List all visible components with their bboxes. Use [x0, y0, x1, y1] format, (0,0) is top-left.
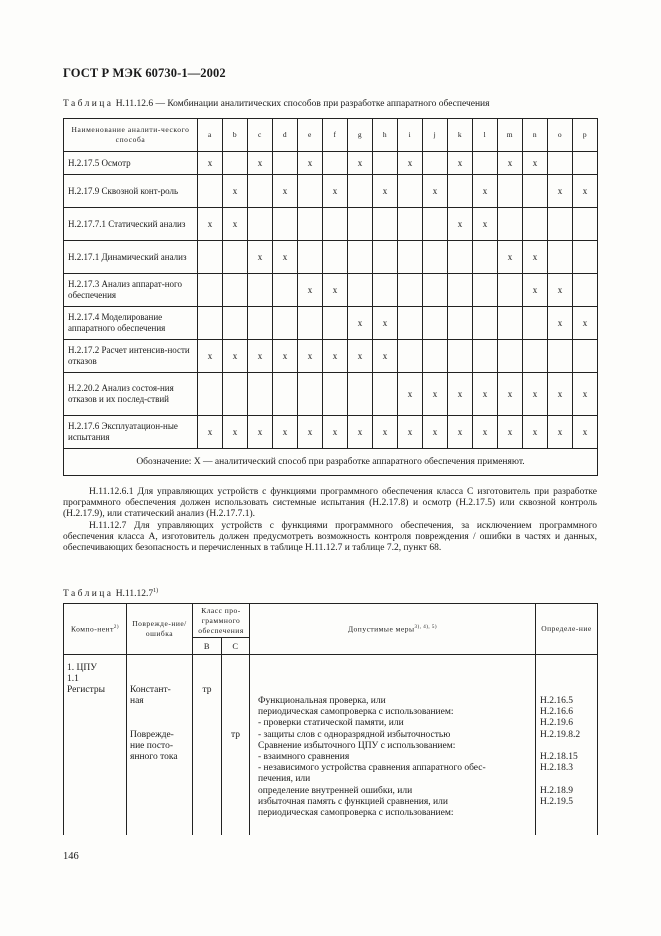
measure-line: - проверки статической памяти, или — [258, 718, 404, 729]
table2-header-component: Компо-нент$^{2)}$ — [64, 604, 127, 655]
table1-mark-cell: x — [298, 274, 323, 307]
component-lines — [64, 655, 126, 697]
paragraph-h-11-12-7: H.11.12.7 Для управляющих устройств с функциями программного обеспечения, за исключением программного обеспечения класса А, изготовитель должен предусмотреть возможность контроля повреждения / ошибки в частях и данных, обеспечивающих безопасность и перечисленных в таблице H.11.12.7 и таблице 7.2, пункт 68. — [63, 520, 597, 554]
table1-row — [64, 175, 598, 208]
table1 — [63, 118, 598, 476]
table1-col-header: h — [373, 119, 398, 152]
table1-row-name: H.2.17.9 Сквозной конт-роль — [64, 175, 198, 208]
table1-col-header: k — [448, 119, 473, 152]
table1-mark-cell — [548, 208, 573, 241]
table1-mark-cell: x — [298, 416, 323, 449]
table1-mark-cell: x — [323, 274, 348, 307]
table1-mark-cell: x — [473, 208, 498, 241]
measure-line: периодическая самопроверка с использованием: — [258, 707, 454, 718]
table1-mark-cell — [423, 241, 448, 274]
table1-mark-cell — [448, 175, 473, 208]
document-header: ГОСТ Р МЭК 60730-1—2002 — [63, 66, 226, 80]
table1-mark-cell — [373, 274, 398, 307]
table1-mark-cell — [223, 241, 248, 274]
table1-mark-cell — [573, 241, 598, 274]
table2-cell-measures — [250, 655, 536, 835]
table1-mark-cell: x — [548, 373, 573, 416]
table1-mark-cell: x — [498, 416, 523, 449]
measure-line: печения, или — [258, 774, 311, 785]
table1-mark-cell — [348, 241, 373, 274]
table1-mark-cell — [223, 373, 248, 416]
table1-mark-cell — [198, 307, 223, 340]
definition-lines — [536, 655, 597, 819]
fault-constant — [130, 685, 190, 707]
fault-line: ная — [130, 696, 144, 707]
table1-mark-cell — [473, 241, 498, 274]
table1-row-name: H.2.17.2 Расчет интенсив-ности отказов — [64, 340, 198, 373]
table1-mark-cell: x — [248, 340, 273, 373]
table1-mark-cell — [298, 175, 323, 208]
table1-mark-cell — [273, 373, 298, 416]
table2-header-class: Класс про-граммного обеспечения — [193, 604, 250, 638]
table1-mark-cell — [398, 175, 423, 208]
table1-mark-cell: x — [373, 175, 398, 208]
table1-mark-cell: x — [223, 340, 248, 373]
table1-mark-cell: x — [548, 274, 573, 307]
table2-cell-class-b — [193, 655, 222, 835]
table1-mark-cell: x — [348, 340, 373, 373]
table1-row — [64, 373, 598, 416]
table1-mark-cell — [248, 175, 273, 208]
table1-mark-cell: x — [323, 416, 348, 449]
class-b-value: тр — [202, 685, 212, 695]
table1-mark-cell — [398, 241, 423, 274]
table1-mark-cell: x — [323, 340, 348, 373]
table1-row-name: H.2.17.7.1 Статический анализ — [64, 208, 198, 241]
table1-mark-cell — [448, 241, 473, 274]
table1-mark-cell: x — [198, 152, 223, 175]
table1-mark-cell — [423, 307, 448, 340]
page-number: 146 — [63, 851, 79, 862]
table1-row-header: Наименование аналити-ческого способа — [64, 119, 198, 152]
definition-line — [540, 774, 595, 785]
table1-mark-cell — [448, 307, 473, 340]
table1-mark-cell — [273, 307, 298, 340]
table1-col-header: g — [348, 119, 373, 152]
class-c-value: тр — [230, 730, 241, 740]
table1-mark-cell: x — [473, 416, 498, 449]
table1-mark-cell: x — [448, 208, 473, 241]
table1-col-header: j — [423, 119, 448, 152]
table1-mark-cell: x — [248, 241, 273, 274]
table1-mark-cell — [473, 307, 498, 340]
table1-mark-cell — [473, 152, 498, 175]
table2-caption-text: H.11.12.7 — [115, 589, 154, 600]
table1-mark-cell — [323, 373, 348, 416]
component-line: Регистры — [67, 685, 105, 696]
table1-header-row — [64, 119, 598, 152]
paragraph-h-11-12-6-1: H.11.12.6.1 Для управляющих устройств с функциями программного обеспечения класса С изготовитель при разработке программного обеспечения должен использовать системные испытания (H.2.17.8) и осмотр (H.2.17.5) или сквозной контроль (H.2.17.9), или статический анализ (H.2.17.7.1). — [63, 487, 597, 520]
measure-line: определение внутренней ошибки, или — [258, 785, 413, 796]
table1-mark-cell: x — [523, 416, 548, 449]
table1-mark-cell — [523, 208, 548, 241]
table2 — [63, 603, 598, 835]
measures-lines — [250, 655, 535, 819]
table1-mark-cell — [448, 340, 473, 373]
table1-mark-cell — [348, 208, 373, 241]
table2-caption — [63, 588, 158, 599]
table1-mark-cell: x — [248, 152, 273, 175]
table1-mark-cell — [198, 373, 223, 416]
definition-line: H.2.18.15 — [540, 751, 578, 762]
fault-line: ние посто- — [130, 740, 173, 751]
table1-mark-cell: x — [398, 416, 423, 449]
table1-col-header: e — [298, 119, 323, 152]
definition-line: H.2.18.9 — [540, 785, 573, 796]
table1-mark-cell — [373, 152, 398, 175]
table2-header-measures: Допустимые меры$^{3), 4), 5)}$ — [250, 604, 536, 655]
table1-mark-cell — [223, 307, 248, 340]
definition-line: H.2.19.5 — [540, 796, 573, 807]
table1-mark-cell — [473, 274, 498, 307]
table2-cell-definitions — [536, 655, 598, 835]
table1-mark-cell — [298, 208, 323, 241]
table1-mark-cell: x — [273, 175, 298, 208]
fault-line: Поврежде- — [130, 729, 174, 740]
table1-row — [64, 340, 598, 373]
table1-mark-cell: x — [498, 373, 523, 416]
table1-caption-text: H.11.12.6 — Комбинации аналитических способов при разработке аппаратного обеспечения — [115, 99, 490, 109]
table1-mark-cell: x — [523, 152, 548, 175]
table1-mark-cell — [348, 175, 373, 208]
table1-mark-cell — [423, 274, 448, 307]
table1-mark-cell: x — [523, 274, 548, 307]
table1-row-name: H.2.20.2 Анализ состоя-ния отказов и их послед-ствий — [64, 373, 198, 416]
table1-mark-cell — [273, 152, 298, 175]
table1-mark-cell: x — [498, 241, 523, 274]
table1-mark-cell: x — [273, 340, 298, 373]
table1-row-name: H.2.17.1 Динамический анализ — [64, 241, 198, 274]
table1-mark-cell: x — [523, 241, 548, 274]
table1-row — [64, 208, 598, 241]
table1-note: Обозначение: X — аналитический способ при разработке аппаратного обеспечения применяют. — [64, 449, 598, 476]
table1-mark-cell — [223, 274, 248, 307]
table1-caption-word: Таблица — [63, 99, 114, 109]
table2-header-class-c: C — [222, 638, 250, 655]
table1-mark-cell: x — [423, 175, 448, 208]
measure-line: периодическая самопроверка с использованием: — [258, 807, 454, 818]
definition-line: H.2.16.5 — [540, 696, 573, 706]
table1-mark-cell: x — [448, 373, 473, 416]
measure-line: - независимого устройства сравнения аппаратного обес- — [258, 763, 486, 774]
table1-row-name: H.2.17.3 Анализ аппарат-ного обеспечения — [64, 274, 198, 307]
table1-note-row — [64, 449, 598, 476]
table1-mark-cell: x — [548, 175, 573, 208]
table1-mark-cell: x — [373, 340, 398, 373]
table1-mark-cell — [498, 274, 523, 307]
table1-mark-cell: x — [223, 208, 248, 241]
table1-mark-cell: x — [198, 208, 223, 241]
table1-mark-cell: x — [298, 152, 323, 175]
table1-row-name: H.2.17.4 Моделирование аппаратного обеспечения — [64, 307, 198, 340]
definition-line: H.2.19.6 — [540, 718, 573, 729]
body-text — [63, 487, 597, 554]
table1-mark-cell: x — [498, 152, 523, 175]
table1-mark-cell: x — [423, 416, 448, 449]
table1-mark-cell — [248, 274, 273, 307]
table1-mark-cell: x — [573, 416, 598, 449]
table1-mark-cell — [523, 175, 548, 208]
table1-mark-cell: x — [198, 416, 223, 449]
table1-mark-cell — [473, 340, 498, 373]
table1-mark-cell: x — [373, 416, 398, 449]
measure-line: - защиты слов с одноразрядной избыточностью — [258, 729, 451, 740]
table1-mark-cell — [298, 241, 323, 274]
table1-mark-cell: x — [573, 175, 598, 208]
table1-mark-cell: x — [298, 340, 323, 373]
table1-mark-cell — [573, 340, 598, 373]
table1-mark-cell: x — [348, 152, 373, 175]
table1-mark-cell — [248, 208, 273, 241]
table1-mark-cell — [298, 373, 323, 416]
table1-mark-cell — [573, 152, 598, 175]
table2-caption-word: Таблица — [63, 589, 114, 600]
definition-line — [540, 741, 595, 752]
table1-mark-cell — [523, 307, 548, 340]
table1-col-header: f — [323, 119, 348, 152]
table1-row — [64, 307, 598, 340]
table1-mark-cell — [498, 208, 523, 241]
table1-mark-cell — [198, 175, 223, 208]
table1-mark-cell: x — [573, 307, 598, 340]
table1-col-header: l — [473, 119, 498, 152]
table1-mark-cell: x — [373, 307, 398, 340]
table1-mark-cell: x — [548, 307, 573, 340]
table1-mark-cell: x — [398, 373, 423, 416]
table2-cell-component — [64, 655, 127, 835]
table1-mark-cell — [248, 307, 273, 340]
table1-row — [64, 241, 598, 274]
table1-mark-cell — [348, 373, 373, 416]
table1-mark-cell — [198, 274, 223, 307]
table1-mark-cell — [373, 241, 398, 274]
table1-mark-cell: x — [473, 373, 498, 416]
measure-line: - взаимного сравнения — [258, 751, 350, 762]
table1-col-header: p — [573, 119, 598, 152]
table1-mark-cell — [373, 208, 398, 241]
table1-mark-cell — [398, 274, 423, 307]
table1-mark-cell: x — [398, 152, 423, 175]
table1-mark-cell — [323, 307, 348, 340]
table1-mark-cell — [398, 307, 423, 340]
table1-mark-cell — [548, 241, 573, 274]
fault-dc — [130, 730, 190, 764]
table1-mark-cell — [498, 307, 523, 340]
table1-mark-cell: x — [423, 373, 448, 416]
table1-mark-cell — [423, 152, 448, 175]
table1-mark-cell — [198, 241, 223, 274]
table1-row-name: H.2.17.6 Эксплуатацион-ные испытания — [64, 416, 198, 449]
table1-mark-cell: x — [273, 416, 298, 449]
table1-mark-cell — [273, 274, 298, 307]
table1-mark-cell — [523, 340, 548, 373]
table1-mark-cell — [423, 208, 448, 241]
table1-mark-cell: x — [248, 416, 273, 449]
table1-mark-cell — [348, 274, 373, 307]
table2-header-fault: Поврежде-ние/ошибка — [127, 604, 193, 655]
definition-line: H.2.19.8.2 — [540, 729, 581, 740]
table1-mark-cell — [323, 208, 348, 241]
table1-mark-cell: x — [323, 175, 348, 208]
table1-row — [64, 416, 598, 449]
table2-cell-class-c — [222, 655, 250, 835]
table1-mark-cell — [248, 373, 273, 416]
table2-header-class-b: B — [193, 638, 222, 655]
table1-col-header: c — [248, 119, 273, 152]
table1-mark-cell — [298, 307, 323, 340]
table1-col-header: d — [273, 119, 298, 152]
fault-line: Констант- — [130, 685, 171, 695]
table1-mark-cell: x — [448, 416, 473, 449]
table1-mark-cell: x — [223, 175, 248, 208]
table1-mark-cell: x — [548, 416, 573, 449]
component-line: 1. ЦПУ — [67, 663, 97, 673]
table1-col-header: n — [523, 119, 548, 152]
table1-mark-cell — [448, 274, 473, 307]
fault-lines — [127, 655, 192, 763]
table1-col-header: b — [223, 119, 248, 152]
table1-mark-cell: x — [348, 307, 373, 340]
definition-line: H.2.18.3 — [540, 763, 573, 774]
table1-col-header: m — [498, 119, 523, 152]
table1-mark-cell — [273, 208, 298, 241]
table1-row-name: H.2.17.5 Осмотр — [64, 152, 198, 175]
table1-mark-cell — [323, 152, 348, 175]
component-line: 1.1 — [67, 674, 79, 685]
table1-mark-cell: x — [348, 416, 373, 449]
table1-mark-cell — [398, 340, 423, 373]
table1-body — [64, 152, 598, 449]
table2-cell-fault — [127, 655, 193, 835]
table1-caption — [63, 99, 490, 109]
measure-line: Сравнение избыточного ЦПУ с использованием: — [258, 740, 456, 751]
table1-mark-cell — [548, 152, 573, 175]
table1-mark-cell — [223, 152, 248, 175]
table1-mark-cell — [373, 373, 398, 416]
table1-mark-cell: x — [573, 373, 598, 416]
table1-mark-cell — [498, 340, 523, 373]
table1-mark-cell — [573, 208, 598, 241]
table1-mark-cell: x — [273, 241, 298, 274]
table2-caption-footnote: 1) — [153, 588, 159, 594]
measure-line: избыточная память с функцией сравнения, или — [258, 796, 448, 807]
table1-mark-cell: x — [473, 175, 498, 208]
definition-line: H.2.16.6 — [540, 707, 573, 718]
table1-row — [64, 274, 598, 307]
table1-col-header: a — [198, 119, 223, 152]
table1-mark-cell — [398, 208, 423, 241]
definition-line — [540, 808, 595, 819]
table2-header-definition: Определе-ние — [536, 604, 598, 655]
table1-mark-cell — [548, 340, 573, 373]
measure-line: Функциональная проверка, или — [258, 696, 386, 706]
table1-mark-cell — [423, 340, 448, 373]
table1-mark-cell: x — [523, 373, 548, 416]
table1-row — [64, 152, 598, 175]
table1-mark-cell: x — [223, 416, 248, 449]
fault-line: янного тока — [130, 752, 178, 763]
table1-col-header: o — [548, 119, 573, 152]
table1-mark-cell — [323, 241, 348, 274]
table1-mark-cell — [498, 175, 523, 208]
table1-mark-cell — [573, 274, 598, 307]
table1-col-header: i — [398, 119, 423, 152]
table1-mark-cell: x — [448, 152, 473, 175]
table1-mark-cell: x — [198, 340, 223, 373]
